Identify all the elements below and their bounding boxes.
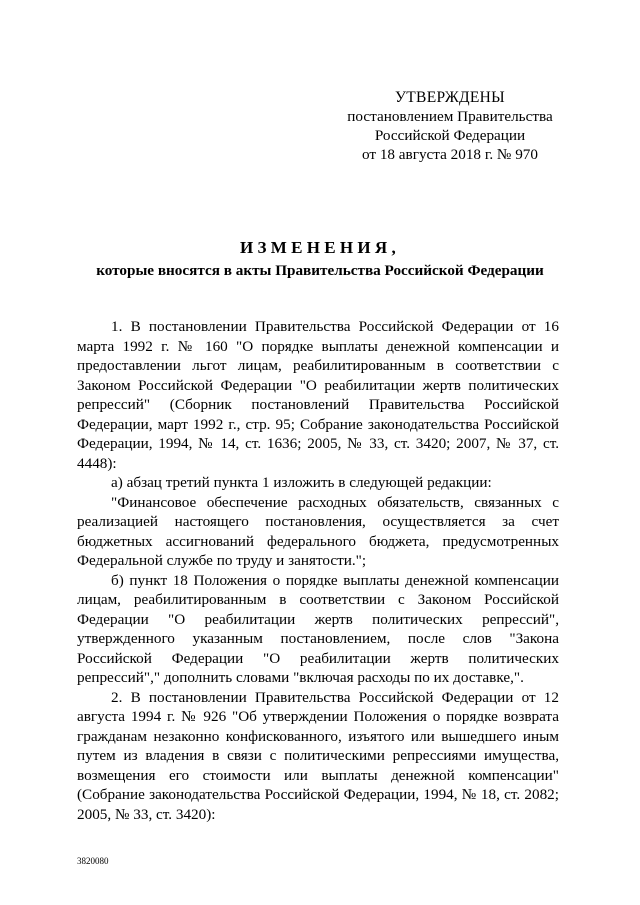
approval-line-3: от 18 августа 2018 г. № 970 bbox=[362, 146, 538, 163]
approval-heading: УТВЕРЖДЕНЫ bbox=[395, 89, 505, 106]
document-title: ИЗМЕНЕНИЯ, bbox=[239, 238, 401, 257]
paragraph-1a: а) абзац третий пункта 1 изложить в следующей редакции: bbox=[111, 474, 492, 491]
paragraph-2: 2. В постановлении Правительства Российской Федерации от 12 августа 1994 г. № 926 "Об утверждении Положения о порядке возврата гражданам незаконно конфискованного, изъятого или вышедшего иным путем из владения в связи с политическими репрессиями имущества, возмещения его стоимости или выплаты денежной компенсации" (Собрание законодательства Российской Федерации, 1994, № 18, ст. 2082; 2005, № 33, ст. 3420): bbox=[77, 688, 559, 823]
document-subtitle: которые вносятся в акты Правительства Российской Федерации bbox=[96, 262, 544, 279]
document-code: 3820080 bbox=[77, 856, 109, 866]
paragraph-1: 1. В постановлении Правительства Российской Федерации от 16 марта 1992 г. № 160 "О порядке выплаты денежной компенсации и предоставлении льгот лицам, реабилитированным в соответствии с Законом Российской Федерации "О реабилитации жертв политических репрессий" (Сборник постановлений Правительства Российской Федерации, март 1992 г., стр. 95; Собрание законодательства Российской Федерации, 1994, № 14, ст. 1636; 2005, № 33, ст. 3420; 2007, № 37, ст. 4448): bbox=[77, 318, 559, 472]
document-body bbox=[77, 317, 559, 824]
paragraph-1b: б) пункт 18 Положения о порядке выплаты денежной компенсации лицам, реабилитированным в соответствии с Законом Российской Федерации "О реабилитации жертв политических репрессий", утвержденного указанным постановлением, после слов "Закона Российской Федерации "О реабилитации жертв политических репрессий"," дополнить словами "включая расходы по их доставке,". bbox=[77, 571, 559, 686]
approval-line-2: Российской Федерации bbox=[374, 127, 526, 144]
document-title-block bbox=[0, 237, 640, 280]
approval-line-1: постановлением Правительства bbox=[347, 108, 553, 125]
approval-stamp bbox=[325, 88, 575, 164]
paragraph-1a-quote: "Финансовое обеспечение расходных обязательств, связанных с реализацией настоящего постановления, осуществляется за счет бюджетных ассигнований федерального бюджета, предусмотренных Федеральной службе по труду и занятости."; bbox=[77, 493, 559, 569]
